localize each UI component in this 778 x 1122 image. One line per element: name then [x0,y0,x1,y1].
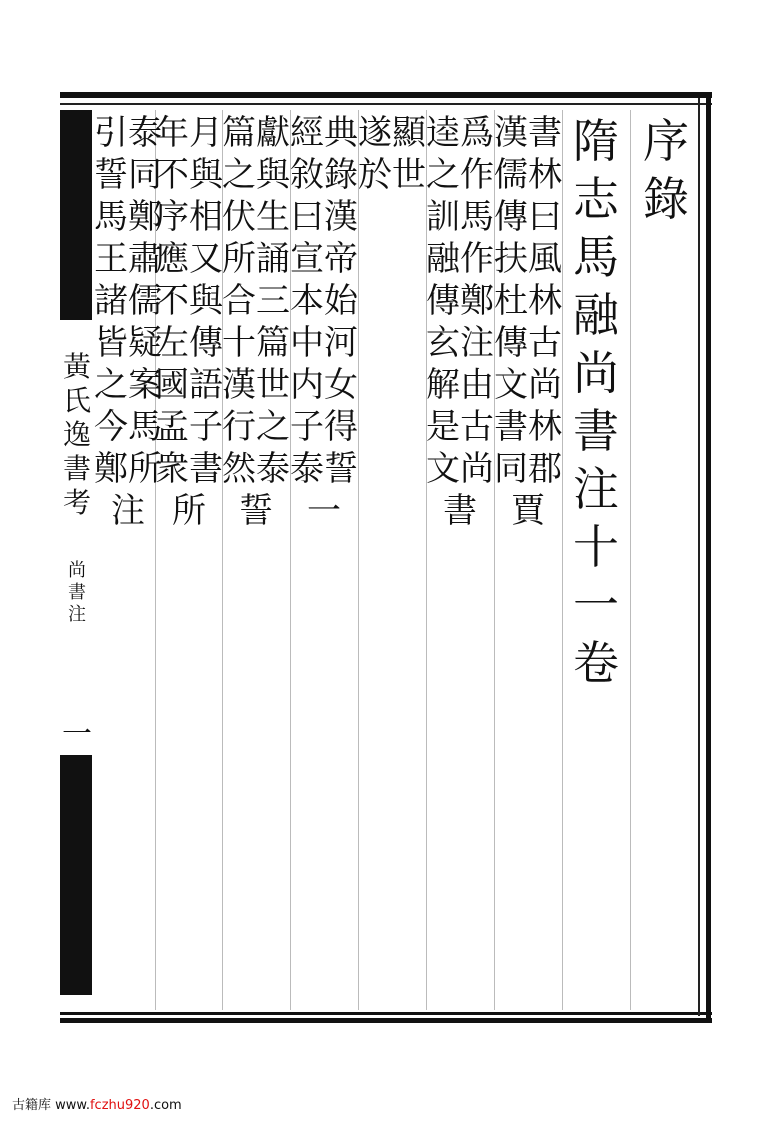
text-column-2: 隋志馬融尚書注十一卷 [573,114,619,690]
right-border-thin [698,98,700,1016]
bottom-border-thin [60,1012,712,1015]
bottom-border-thick [60,1018,712,1023]
text-column-7: 篇獻之與伏生所誦合三十篇漢世行之然泰誓 [222,113,290,531]
book-title: 黃氏逸書考 [62,350,91,519]
text-column-3: 漢書儒林傳曰扶風杜林傳古文尚書林同郡賈 [494,113,562,531]
section-title: 尚書注 [68,560,86,625]
fishtail-lower [60,755,92,995]
right-border-thick [706,92,711,1023]
top-border-thin [60,103,712,105]
watermark [12,1094,182,1113]
page-number: 一 [62,717,92,752]
text-column-5: 遂顯於世 [358,113,426,195]
watermark-accent: fczhu920 [89,1098,150,1113]
top-border-thick [60,92,712,98]
fishtail-upper [60,110,92,320]
watermark-prefix: 古籍库 www. [12,1098,90,1113]
text-column-6: 經典敘錄曰漢宣帝本始中河内女子得泰誓一 [290,113,358,531]
text-column-4: 逵爲之作訓馬融作傳鄭玄注解由是古文尚書 [426,113,494,531]
text-column-9: 引泰誓同馬鄭王肅諸儒皆疑之案今馬鄭所注 [94,113,162,531]
text-column-1: 序錄 [643,114,689,226]
column-rule [630,110,631,1010]
watermark-suffix: .com [149,1098,182,1113]
text-column-8: 年月不與序相應又不與左傳國語孟子衆書所 [155,113,223,531]
column-rule [358,110,359,1010]
